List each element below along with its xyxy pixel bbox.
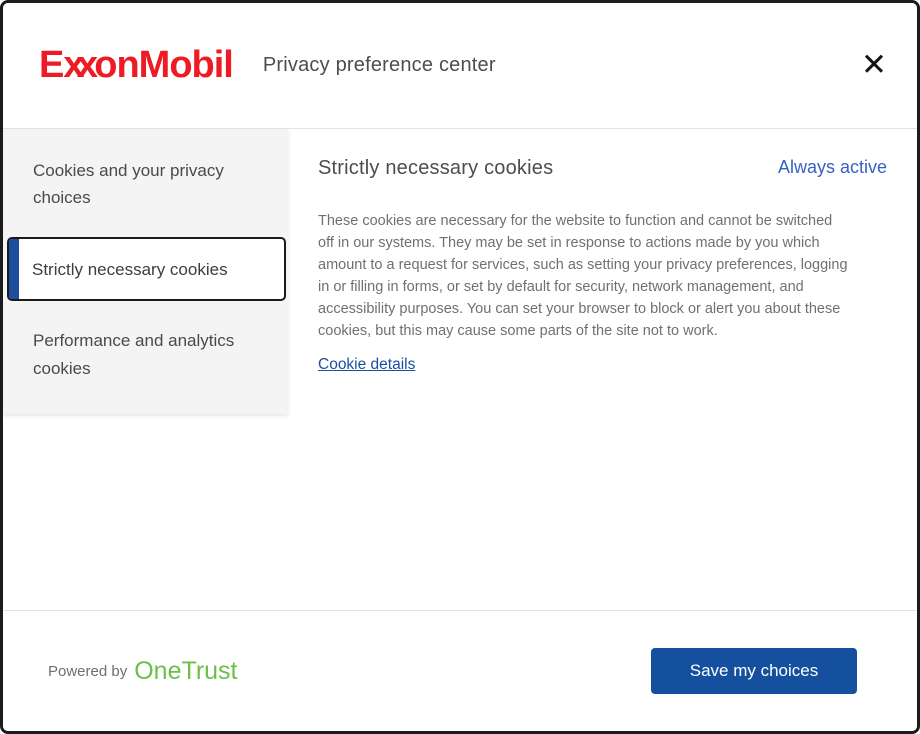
sidebar-item-performance-and-analytics-cookies[interactable] (3, 315, 288, 393)
sidebar-item-label: Performance and analytics cookies (33, 331, 235, 378)
sidebar (3, 129, 288, 610)
sidebar-item-label: Strictly necessary cookies (32, 259, 228, 279)
sidebar-menu (3, 129, 288, 414)
powered-by-label: Powered by (48, 662, 128, 680)
onetrust-logo: OneTrust (134, 656, 238, 685)
modal-header (3, 3, 917, 129)
save-choices-button[interactable]: Save my choices (651, 648, 857, 694)
section-title: Strictly necessary cookies (318, 157, 554, 179)
modal-body (3, 129, 917, 610)
cookie-details-link[interactable]: Cookie details (318, 356, 416, 373)
sidebar-item-strictly-necessary-cookies[interactable] (7, 237, 286, 301)
content-panel (288, 129, 917, 610)
logo-part: E (39, 44, 64, 86)
page-title: Privacy preference center (262, 54, 496, 76)
exxonmobil-logo (39, 44, 233, 87)
close-button[interactable] (855, 46, 893, 85)
close-icon: ✕ (861, 47, 887, 83)
cookie-description: These cookies are necessary for the website to function and cannot be switched off in our systems. They may be set in response to actions made by you which amount to a request for services, such as setting your privacy preferences, logging in or filling in forms, or set by default for security, network management, and accessibility purposes. You can set your browser to block or alert you about these cookies, but this may cause some parts of the site not to work. (318, 213, 848, 339)
modal-footer (3, 610, 917, 731)
sidebar-item-cookies-and-privacy-choices[interactable] (3, 145, 288, 223)
sidebar-item-label: Cookies and your privacy choices (33, 161, 224, 208)
logo-part: onMobil (94, 44, 233, 86)
always-active-status: Always active (777, 157, 887, 177)
active-indicator-bar (9, 239, 19, 299)
content-header (318, 157, 887, 180)
logo-part: xx (63, 44, 91, 86)
